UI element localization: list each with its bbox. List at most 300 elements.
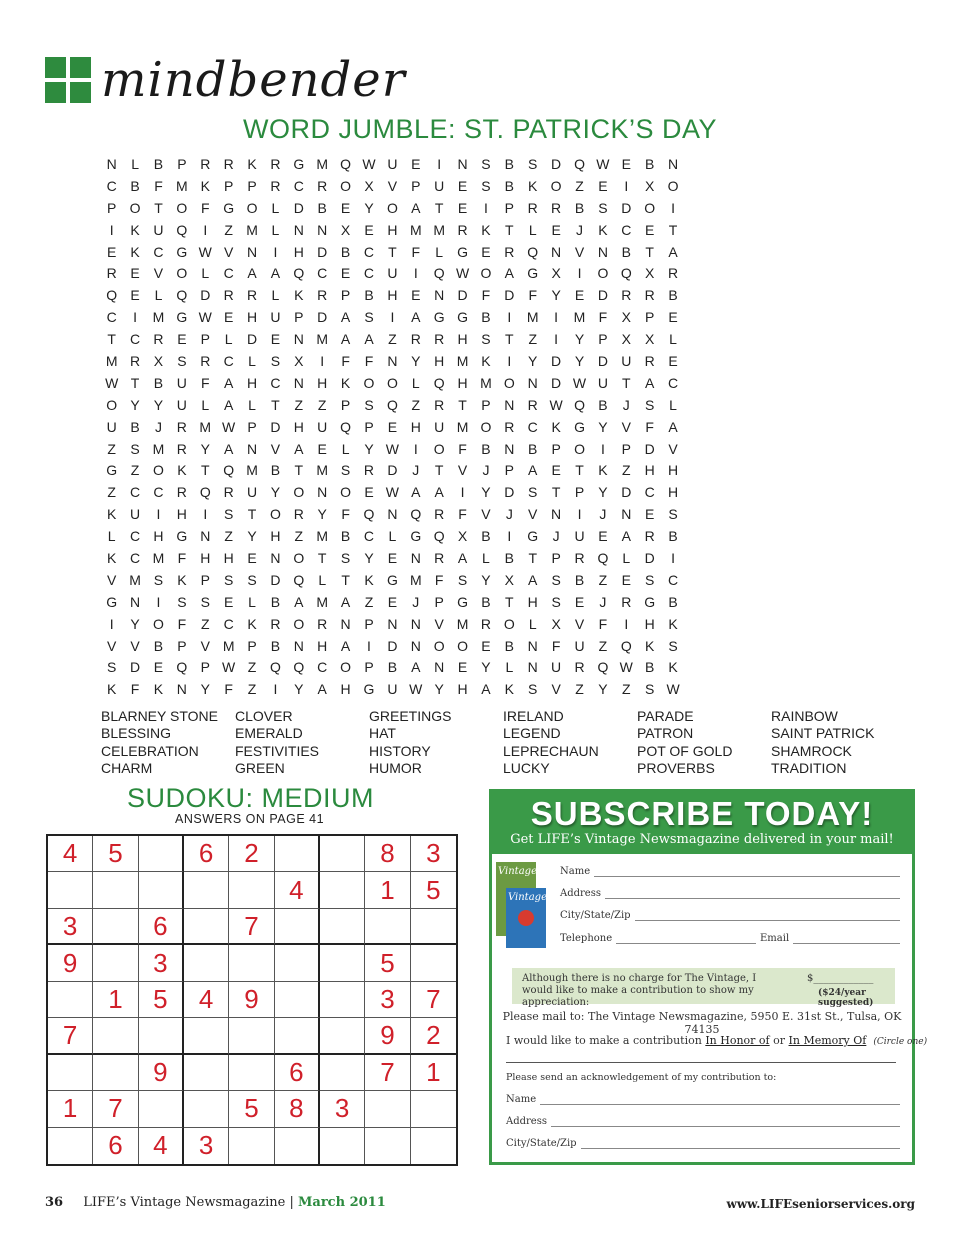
sudoku-grid [46, 834, 458, 1166]
email-field[interactable] [760, 933, 900, 944]
grid-row [100, 591, 685, 613]
grid-letter: B [504, 177, 514, 194]
grid-letter: U [153, 221, 164, 238]
grid-letter: R [317, 287, 328, 304]
sudoku-cell: 5 [365, 945, 410, 981]
grid-row [100, 656, 685, 678]
grid-letter: Y [598, 484, 608, 501]
city-state-zip-field[interactable] [560, 910, 900, 921]
grid-letter: U [130, 506, 141, 523]
grid-letter: F [598, 615, 608, 632]
grid-letter: B [504, 637, 514, 654]
grid-letter: B [645, 659, 655, 676]
grid-letter: D [597, 352, 608, 369]
grid-letter: Y [481, 571, 491, 588]
telephone-field[interactable] [560, 933, 756, 944]
grid-letter: D [551, 155, 562, 172]
ack-name-field[interactable] [506, 1094, 900, 1105]
sudoku-cell[interactable] [48, 872, 93, 908]
grid-letter: O [667, 177, 679, 194]
grid-letter: Y [200, 440, 210, 457]
grid-letter: M [480, 374, 492, 391]
grid-letter: K [107, 681, 117, 698]
grid-letter: S [177, 593, 187, 610]
grid-letter: D [270, 571, 281, 588]
grid-letter: G [457, 593, 468, 610]
grid-letter: V [153, 265, 164, 282]
sudoku-cell[interactable] [365, 1091, 410, 1127]
grid-letter: K [528, 177, 538, 194]
grid-letter: I [367, 637, 371, 654]
grid-letter: T [271, 396, 280, 413]
grid-letter: D [200, 287, 211, 304]
sudoku-cell[interactable] [320, 1128, 365, 1164]
grid-letter: M [316, 155, 329, 172]
grid-letter: N [293, 331, 304, 348]
grid-letter: L [388, 528, 397, 545]
grid-letter: A [411, 484, 421, 501]
grid-letter: I [671, 199, 676, 216]
grid-letter: N [387, 506, 398, 523]
word-list-item: CHARM [101, 759, 153, 776]
sudoku-cell[interactable] [275, 909, 320, 945]
honoree-line[interactable] [506, 1062, 896, 1063]
word-list-item: BLESSING [101, 725, 172, 742]
grid-letter: X [551, 615, 561, 632]
grid-letter: S [364, 396, 374, 413]
grid-letter: H [387, 221, 398, 238]
grid-letter: R [293, 506, 304, 523]
grid-letter: E [598, 177, 608, 194]
grid-letter: K [200, 177, 210, 194]
grid-letter: C [293, 177, 304, 194]
grid-letter: W [455, 265, 470, 282]
grid-letter: C [317, 265, 328, 282]
sudoku-cell[interactable] [229, 872, 274, 908]
grid-letter: L [131, 155, 139, 172]
grid-letter: C [130, 528, 141, 545]
sudoku-cell[interactable] [229, 1055, 274, 1091]
grid-letter: S [668, 637, 678, 654]
grid-letter: Z [598, 637, 608, 654]
sudoku-cell[interactable] [184, 909, 229, 945]
sudoku-cell[interactable] [229, 1018, 274, 1054]
sudoku-cell: 9 [139, 1055, 184, 1091]
grid-letter: C [223, 265, 234, 282]
grid-letter: R [644, 287, 655, 304]
in-memory-option[interactable]: In Memory Of [788, 1034, 867, 1047]
grid-letter: H [457, 374, 468, 391]
sudoku-cell[interactable] [320, 945, 365, 981]
grid-letter: C [363, 265, 375, 282]
grid-letter: E [130, 265, 140, 282]
sudoku-cell[interactable] [229, 945, 274, 981]
grid-letter: F [200, 374, 210, 391]
sudoku-cell[interactable] [320, 982, 365, 1018]
sudoku-cell[interactable] [411, 1128, 456, 1164]
grid-letter: L [271, 199, 280, 216]
circle-one-note: (Circle one) [873, 1037, 928, 1047]
grid-letter: R [270, 177, 281, 194]
grid-letter: R [644, 528, 655, 545]
grid-letter: S [457, 571, 468, 588]
grid-letter: Y [481, 484, 491, 501]
sudoku-cell[interactable] [275, 836, 320, 872]
grid-letter: S [645, 681, 655, 698]
grid-letter: X [621, 309, 631, 326]
sudoku-cell[interactable] [320, 872, 365, 908]
sudoku-cell: 6 [184, 836, 229, 872]
grid-letter: L [107, 528, 116, 545]
sudoku-cell[interactable] [365, 1128, 410, 1164]
grid-letter: Q [410, 506, 422, 523]
sudoku-cell[interactable] [320, 836, 365, 872]
sudoku-cell: 6 [93, 1128, 138, 1164]
in-honor-option[interactable]: In Honor of [705, 1034, 770, 1047]
grid-letter: Z [622, 681, 631, 698]
word-list-item: PATRON [637, 725, 694, 742]
grid-letter: T [505, 593, 514, 610]
grid-letter: L [201, 265, 210, 282]
sudoku-cell[interactable] [275, 1018, 320, 1054]
sudoku-cell: 7 [411, 982, 456, 1018]
grid-letter: E [340, 199, 351, 216]
grid-letter: C [153, 243, 164, 260]
sudoku-cell[interactable] [184, 1091, 229, 1127]
grid-letter: N [410, 615, 421, 632]
grid-letter: W [619, 659, 633, 676]
grid-letter: T [154, 199, 163, 216]
grid-letter: H [644, 462, 655, 479]
grid-letter: U [574, 528, 585, 545]
grid-letter: F [177, 615, 187, 632]
grid-letter: Y [294, 681, 304, 698]
grid-letter: M [316, 331, 329, 348]
word-list-item: TRADITION [771, 759, 847, 776]
sudoku-cell[interactable] [139, 1091, 184, 1127]
grid-letter: V [574, 615, 585, 632]
logo-text: mindbender [101, 52, 406, 108]
grid-letter: R [363, 462, 375, 479]
grid-letter: I [671, 549, 676, 566]
grid-letter: I [156, 593, 161, 610]
grid-letter: T [388, 243, 397, 260]
grid-letter: B [481, 528, 491, 545]
sudoku-cell[interactable] [93, 1055, 138, 1091]
grid-letter: M [456, 418, 469, 435]
grid-letter: Q [574, 396, 585, 413]
grid-letter: D [644, 549, 655, 566]
word-list-item: RAINBOW [771, 708, 838, 724]
grid-letter: P [364, 418, 374, 435]
grid-letter: G [433, 309, 445, 326]
sudoku-cell[interactable] [93, 1018, 138, 1054]
grid-letter: X [364, 177, 374, 194]
grid-letter: P [247, 177, 257, 194]
sudoku-cell[interactable] [184, 945, 229, 981]
sudoku-cell[interactable] [48, 1128, 93, 1164]
address-field[interactable] [560, 888, 900, 899]
grid-letter: K [247, 155, 257, 172]
grid-letter: O [457, 637, 468, 654]
grid-letter: Z [294, 528, 304, 545]
grid-letter: E [457, 177, 468, 194]
grid-letter: R [410, 331, 421, 348]
grid-letter: I [390, 309, 395, 326]
grid-letter: D [504, 484, 515, 501]
grid-letter: W [549, 396, 563, 413]
grid-letter: V [668, 440, 678, 457]
grid-letter: L [622, 549, 631, 566]
grid-letter: B [270, 462, 281, 479]
grid-letter: H [434, 352, 445, 369]
grid-letter: E [223, 593, 234, 610]
website-link[interactable]: www.LIFEseniorservices.org [726, 1197, 915, 1211]
sudoku-cell[interactable] [139, 836, 184, 872]
grid-letter: D [551, 352, 562, 369]
grid-letter: D [644, 440, 655, 457]
grid-letter: I [273, 681, 278, 698]
sudoku-cell[interactable] [184, 872, 229, 908]
grid-letter: C [223, 352, 234, 369]
grid-letter: E [177, 331, 187, 348]
sudoku-cell[interactable] [184, 1018, 229, 1054]
issue-month: March 2011 [298, 1195, 386, 1210]
grid-letter: T [458, 396, 467, 413]
grid-letter: I [624, 615, 629, 632]
grid-letter: A [528, 571, 538, 588]
grid-letter: P [247, 637, 257, 654]
grid-letter: A [411, 199, 421, 216]
grid-letter: Q [293, 659, 305, 676]
sudoku-cell: 7 [365, 1055, 410, 1091]
sudoku-cell[interactable] [229, 1128, 274, 1164]
honor-prefix: I would like to make a contribution [506, 1034, 702, 1047]
grid-letter: U [270, 309, 281, 326]
grid-letter: Q [597, 659, 609, 676]
sudoku-cell[interactable] [93, 909, 138, 945]
sudoku-cell[interactable] [139, 1018, 184, 1054]
grid-letter: V [481, 506, 491, 523]
subscribe-title: SUBSCRIBE TODAY! [530, 795, 874, 832]
grid-letter: A [223, 440, 234, 457]
sudoku-cell[interactable] [48, 1055, 93, 1091]
grid-letter: U [246, 484, 258, 501]
grid-row [100, 284, 685, 306]
grid-letter: Z [130, 462, 140, 479]
grid-letter: H [246, 374, 258, 391]
grid-letter: F [341, 352, 350, 369]
grid-letter: I [156, 506, 161, 523]
grid-row [100, 459, 685, 481]
grid-letter: G [527, 265, 539, 282]
grid-letter: O [176, 265, 188, 282]
grid-letter: Q [620, 637, 632, 654]
sudoku-cell[interactable] [48, 982, 93, 1018]
grid-letter: N [246, 440, 258, 457]
grid-letter: A [504, 265, 514, 282]
grid-letter: A [528, 462, 538, 479]
sudoku-cell[interactable] [275, 945, 320, 981]
grid-letter: B [270, 637, 281, 654]
grid-letter: K [668, 659, 678, 676]
grid-letter: F [434, 571, 444, 588]
grid-letter: D [621, 484, 632, 501]
grid-letter: T [247, 506, 257, 523]
ack-address-field[interactable] [506, 1116, 900, 1127]
name-field[interactable] [560, 866, 900, 877]
grid-letter: O [503, 615, 515, 632]
grid-letter: L [341, 440, 350, 457]
grid-letter: Z [247, 681, 257, 698]
grid-letter: I [413, 440, 418, 457]
grid-letter: Z [575, 177, 584, 194]
sudoku-cell: 1 [365, 872, 410, 908]
sudoku-cell[interactable] [320, 1055, 365, 1091]
grid-letter: O [386, 374, 398, 391]
grid-letter: J [412, 462, 420, 479]
grid-letter: Y [364, 549, 374, 566]
grid-letter: B [481, 440, 491, 457]
grid-row [100, 219, 685, 241]
grid-letter: Z [107, 484, 116, 501]
word-list-item: HISTORY [369, 742, 431, 759]
grid-row [100, 678, 685, 700]
grid-letter: S [247, 571, 257, 588]
grid-letter: W [105, 374, 119, 391]
grid-letter: T [505, 331, 514, 348]
sudoku-cell[interactable] [275, 982, 320, 1018]
grid-letter: P [200, 659, 210, 676]
sudoku-cell[interactable] [411, 945, 456, 981]
grid-letter: Q [340, 418, 352, 435]
grid-letter: L [271, 287, 280, 304]
grid-letter: N [434, 659, 445, 676]
grid-letter: O [106, 396, 118, 413]
grid-letter: N [387, 352, 398, 369]
sudoku-cell[interactable] [320, 1018, 365, 1054]
word-list-item: HUMOR [369, 759, 422, 776]
sudoku-cell: 6 [275, 1055, 320, 1091]
grid-letter: G [106, 462, 118, 479]
sudoku-cell[interactable] [320, 909, 365, 945]
grid-letter: K [177, 571, 187, 588]
grid-letter: T [622, 374, 631, 391]
grid-letter: S [645, 571, 655, 588]
grid-letter: P [551, 440, 561, 457]
grid-letter: G [410, 528, 422, 545]
grid-letter: I [507, 528, 512, 545]
grid-letter: X [645, 265, 655, 282]
grid-letter: P [364, 615, 374, 632]
grid-letter: F [341, 506, 350, 523]
grid-letter: B [574, 199, 585, 216]
grid-letter: V [457, 462, 468, 479]
grid-letter: E [551, 221, 561, 238]
grid-letter: K [598, 221, 608, 238]
grid-letter: V [270, 440, 281, 457]
grid-letter: N [106, 155, 117, 172]
grid-letter: N [457, 155, 468, 172]
ack-city-field[interactable] [506, 1138, 900, 1149]
grid-letter: Y [130, 615, 140, 632]
grid-letter: B [598, 396, 608, 413]
sudoku-cell[interactable] [365, 909, 410, 945]
grid-letter: N [176, 681, 187, 698]
grid-letter: H [293, 418, 304, 435]
word-list-item: GREETINGS [369, 708, 452, 724]
sudoku-cell[interactable] [93, 945, 138, 981]
grid-letter: Q [574, 155, 585, 172]
grid-letter: V [387, 177, 398, 194]
footer-publication [45, 1195, 386, 1210]
grid-letter: U [106, 418, 117, 435]
grid-letter: Z [388, 331, 397, 348]
grid-letter: V [107, 571, 117, 588]
grid-letter: M [316, 528, 329, 545]
grid-letter: S [481, 331, 491, 348]
logo-squares-icon [45, 57, 91, 103]
grid-letter: H [176, 506, 187, 523]
grid-letter: C [621, 221, 632, 238]
sudoku-cell[interactable] [93, 872, 138, 908]
subscribe-tagline: Get LIFE’s Vintage Newsmagazine delivered in your mail! [510, 832, 894, 847]
grid-letter: U [434, 177, 445, 194]
grid-letter: D [457, 287, 468, 304]
grid-letter: J [552, 528, 560, 545]
grid-letter: K [598, 462, 608, 479]
grid-letter: K [340, 374, 351, 391]
grid-letter: T [294, 462, 304, 479]
grid-letter: N [293, 221, 304, 238]
telephone-label: Telephone [560, 933, 613, 944]
grid-letter: D [504, 287, 515, 304]
grid-letter: G [176, 243, 188, 260]
contribution-amount-field[interactable]: $____________ [807, 973, 874, 984]
grid-letter: L [201, 396, 210, 413]
ack-city-label: City/State/Zip [506, 1138, 577, 1149]
sudoku-cell[interactable] [411, 1091, 456, 1127]
grid-letter: A [294, 593, 304, 610]
sudoku-cell[interactable] [411, 909, 456, 945]
sudoku-cell[interactable] [139, 872, 184, 908]
grid-letter: E [574, 593, 585, 610]
grid-letter: X [504, 571, 514, 588]
grid-letter: N [527, 374, 538, 391]
grid-letter: P [340, 287, 351, 304]
grid-letter: Z [411, 396, 421, 413]
grid-letter: Y [270, 484, 281, 501]
grid-row [100, 503, 685, 525]
grid-letter: T [434, 199, 444, 216]
grid-letter: Q [433, 528, 445, 545]
sudoku-cell[interactable] [275, 1128, 320, 1164]
grid-letter: N [434, 287, 445, 304]
grid-letter: S [528, 155, 538, 172]
grid-letter: L [669, 396, 677, 413]
grid-letter: H [223, 549, 234, 566]
grid-letter: M [152, 549, 165, 566]
sudoku-cell: 3 [411, 836, 456, 872]
grid-letter: Z [247, 659, 257, 676]
grid-letter: A [340, 309, 351, 326]
sudoku-title: SUDOKU: MEDIUM [127, 783, 375, 813]
grid-letter: G [644, 593, 656, 610]
grid-letter: E [107, 243, 117, 260]
grid-letter: U [387, 681, 398, 698]
sudoku-cell[interactable] [184, 1055, 229, 1091]
grid-letter: B [574, 571, 585, 588]
